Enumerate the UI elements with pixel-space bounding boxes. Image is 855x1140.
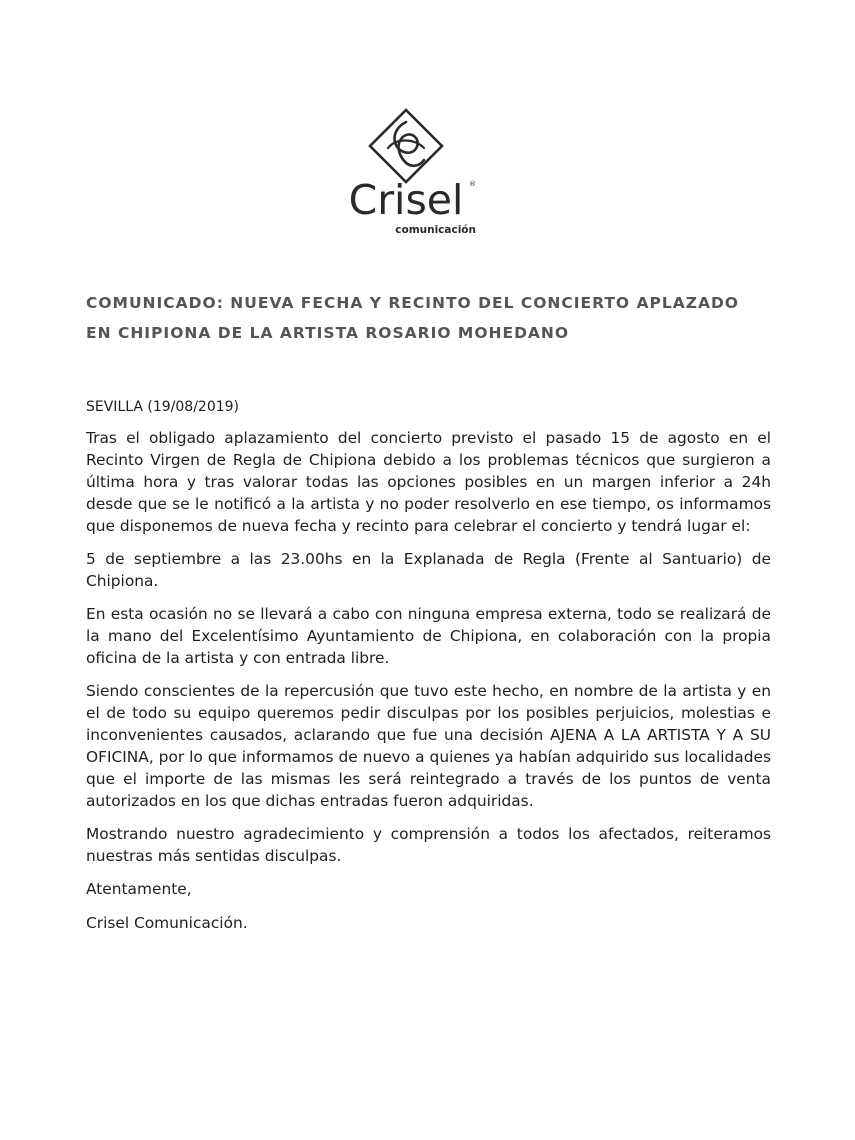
brand-name: Crisel bbox=[348, 176, 464, 224]
crisel-logo bbox=[336, 108, 476, 243]
body-text bbox=[86, 396, 771, 945]
paragraph-1: Tras el obligado aplazamiento del concierto previsto el pasado 15 de agosto en el Recinto Virgen de Regla de Chipiona debido a los problemas técnicos que surgieron a última hora y tras valorar todas las opciones posibles en un margen inferior a 24h desde que se le notificó a la artista y no poder resolverlo en ese tiempo, os informamos que disponemos de nueva fecha y recinto para celebrar el concierto y tendrá lugar el: bbox=[86, 429, 771, 535]
salutation: Atentamente, bbox=[86, 880, 192, 898]
signature: Crisel Comunicación. bbox=[86, 914, 248, 932]
brand-subtitle: comunicación bbox=[395, 224, 476, 236]
headline-line-2: EN CHIPIONA DE LA ARTISTA ROSARIO MOHEDANO bbox=[86, 324, 570, 342]
dateline: SEVILLA (19/08/2019) bbox=[86, 399, 240, 415]
paragraph-3: En esta ocasión no se llevará a cabo con ninguna empresa externa, todo se realizará de la mano del Excelentísimo Ayuntamiento de Chipiona, en colaboración con la propia oficina de la artista y con entrada libre. bbox=[86, 605, 771, 667]
paragraph-4: Siendo conscientes de la repercusión que tuvo este hecho, en nombre de la artista y en el de todo su equipo queremos pedir disculpas por los posibles perjuicios, molestias e inconvenientes causados, aclarando que fue una decisión AJENA A LA ARTISTA Y A SU OFICINA, por lo que informamos de nuevo a quienes ya habían adquirido sus localidades que el importe de las mismas les será reintegrado a través de los puntos de venta autorizados en los que dichas entradas fueron adquiridas. bbox=[86, 682, 771, 810]
paragraph-5: Mostrando nuestro agradecimiento y comprensión a todos los afectados, reiteramos nuestras más sentidas disculpas. bbox=[86, 825, 771, 865]
trademark-mark: ® bbox=[469, 180, 476, 188]
paragraph-2: 5 de septiembre a las 23.00hs en la Explanada de Regla (Frente al Santuario) de Chipiona. bbox=[86, 550, 771, 590]
crisel-diamond-icon bbox=[368, 108, 444, 184]
headline bbox=[86, 288, 786, 348]
headline-line-1: COMUNICADO: NUEVA FECHA Y RECINTO DEL CONCIERTO APLAZADO bbox=[86, 294, 739, 312]
